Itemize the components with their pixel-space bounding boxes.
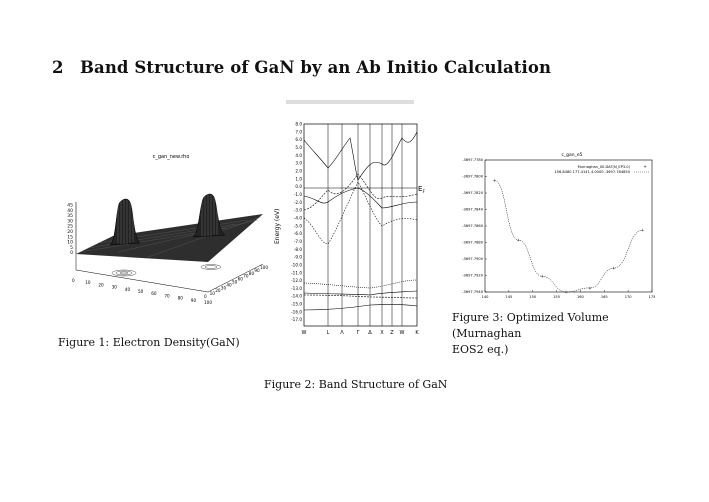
figure1-base-plane <box>76 214 263 262</box>
figure3-y-tick: -3697.7900 <box>462 257 483 262</box>
figure3-x-tick: 150 <box>529 295 537 299</box>
figure2-k-label: Λ <box>340 330 344 336</box>
figure1-y-tick: 10 <box>209 291 215 297</box>
figure1-x-tick: 50 <box>138 289 144 294</box>
figure2-y-tick: -7.0 <box>293 238 302 244</box>
figure1-x-tick: 0 <box>72 278 75 283</box>
figure1-z-tick: 45 <box>67 203 73 209</box>
figure2-k-label: W <box>399 330 405 336</box>
figure2-ylabel: Energy (eV) <box>274 208 281 244</box>
figure1-z-tick: 15 <box>67 235 73 241</box>
figure1-z-tick: 5 <box>70 245 73 251</box>
figure2-k-label: X <box>380 330 384 336</box>
figure2-y-tick: 5.0 <box>295 144 302 150</box>
figure1-y-tick: 80 <box>248 270 255 276</box>
figure1-z-ticks <box>67 203 73 257</box>
svg-text:156.8480 177.4141 4.0000 -3697: 156.8480 177.4141 4.0000 -3697.784850 <box>554 170 630 174</box>
figure3-y-tick: -3697.7820 <box>462 191 483 196</box>
figure2-y-tick: -11.0 <box>291 270 302 276</box>
figure3-plot-title: c_gan_e5 <box>561 153 583 158</box>
figure1-y-ticks <box>204 265 268 299</box>
figure1-caption-label: Figure 1: <box>58 336 110 349</box>
figure2-y-tick: -4.0 <box>293 215 302 221</box>
figure1-y-tick: 70 <box>243 273 249 279</box>
figure3-y-tick: -3697.7840 <box>462 207 483 212</box>
figure1-y-tick: 0 <box>204 294 207 299</box>
figure1-x-tick: 20 <box>98 282 104 288</box>
figure3-y-tick: -3697.7880 <box>462 240 483 245</box>
figure2-k-label: Δ <box>368 330 372 336</box>
figure2-k-label: K <box>415 330 419 336</box>
figure3-x-tick: 160 <box>576 295 584 299</box>
figure3-x-tick: 140 <box>481 295 489 299</box>
figure2-k-labels <box>302 330 420 336</box>
figure3-legend <box>554 164 650 174</box>
figure2-caption-text: Band Structure of GaN <box>318 378 448 391</box>
figure3-data-point: + <box>640 227 645 233</box>
figure2-y-tick: -13.0 <box>291 285 302 291</box>
figure1-peak-right <box>193 194 225 237</box>
figure2-y-tick: -12.0 <box>291 278 302 284</box>
figure2-k-label: W <box>301 330 307 336</box>
figure1-x-tick: 10 <box>85 280 91 286</box>
figure2-y-tick: 8.0 <box>295 121 302 127</box>
figure1-peak-left <box>110 199 140 245</box>
figure1-x-tick: 100 <box>204 300 212 305</box>
figure1-y-tick: 50 <box>232 279 238 285</box>
figure3-volume-plot <box>448 148 660 308</box>
figure2-y-tick: -2.0 <box>293 199 302 205</box>
figure1-contours <box>112 265 221 277</box>
section-number: 2 <box>52 58 64 77</box>
figure1-x-tick: 90 <box>190 297 197 303</box>
figure3-caption-line1: Optimized Volume (Murnaghan <box>452 311 609 340</box>
figure2-y-tick: 2.0 <box>295 168 302 174</box>
figure3-x-tick: 155 <box>553 295 561 299</box>
figure3-y-ticks <box>462 158 487 294</box>
figure1-y-tick: 30 <box>220 285 227 291</box>
figure2-k-label: Z <box>390 330 394 336</box>
figure2-y-tick: 3.0 <box>295 160 302 166</box>
figure2-y-tick: 4.0 <box>295 152 302 158</box>
figure2-y-tick: -9.0 <box>293 254 302 260</box>
figure1-y-tick: 90 <box>254 267 260 273</box>
figure1-x-tick: 80 <box>177 295 183 301</box>
figure1-z-tick: 20 <box>67 230 73 235</box>
figure2-y-tick: -1.0 <box>293 191 302 197</box>
figure2-y-tick: -17.0 <box>291 317 302 323</box>
figure3-y-tick: -3697.7800 <box>462 174 483 179</box>
svg-text:Murnaghan_00.DAT(N_EP3.0): Murnaghan_00.DAT(N_EP3.0) <box>577 165 630 169</box>
figure2-y-tick: 6.0 <box>295 137 302 143</box>
figure3-x-tick: 175 <box>648 295 656 299</box>
figure3-data-point: + <box>564 289 568 295</box>
figure2-y-tick: -8.0 <box>293 246 302 252</box>
figure1-z-tick: 30 <box>67 219 73 225</box>
figure1-z-tick: 35 <box>67 214 73 220</box>
figure3-fit-curve <box>495 181 643 295</box>
figure3-y-tick: -3697.7940 <box>462 290 483 295</box>
figure1-caption-text: Electron Density(GaN) <box>112 336 240 349</box>
figure3-data-point: + <box>588 285 592 291</box>
figure2-band-structure <box>270 98 432 340</box>
figure2-k-label: L <box>326 330 330 336</box>
figure2-y-ticks <box>291 122 302 323</box>
figure1-caption <box>58 335 240 351</box>
figure2-plot-frame <box>304 124 417 326</box>
figure1-x-tick: 70 <box>164 293 170 299</box>
section-heading <box>52 58 551 77</box>
figure2-caption-label: Figure 2: <box>264 378 316 391</box>
figure1-y-tick: 40 <box>226 282 232 288</box>
figure2-k-label: Γ <box>356 330 360 336</box>
band-lines <box>304 132 417 310</box>
figure2-y-tick: -14.0 <box>291 293 302 299</box>
figure3-y-tick: -3697.7860 <box>462 224 483 229</box>
figure1-x-tick: 40 <box>124 286 131 292</box>
figure1-z-tick: 10 <box>67 240 73 246</box>
figure2-y-tick: -10.0 <box>291 262 302 268</box>
figure1-plot-title: c_gan_new.rho <box>152 154 190 160</box>
section-title: Band Structure of GaN by an Ab Initio Calculation <box>80 58 552 77</box>
figure1-x-tick: 60 <box>151 291 157 297</box>
figure2-y-tick: 0.0 <box>295 184 302 190</box>
figure1-x-tick: 30 <box>111 284 117 290</box>
figure3-data-point: + <box>540 273 544 279</box>
figure2-y-tick: 7.0 <box>295 129 302 135</box>
figure1-z-tick: 25 <box>67 224 73 230</box>
figure1-z-tick: 40 <box>67 208 73 214</box>
figure3-x-tick: 165 <box>600 295 608 299</box>
figure2-y-tick: -3.0 <box>293 207 302 213</box>
figure3-x-ticks <box>482 290 656 299</box>
figure2-y-tick: -5.0 <box>293 223 302 229</box>
fermi-label: $E_F$ <box>418 185 426 195</box>
figure3-data-point: + <box>612 265 616 271</box>
figure1-x-ticks <box>72 278 212 305</box>
figure1-z-tick: 0 <box>70 251 73 257</box>
figure2-y-tick: 1.0 <box>295 176 302 182</box>
figure1-density-plot <box>58 142 273 312</box>
figure3-y-tick: -3697.7780 <box>462 158 483 163</box>
figure3-data-point: + <box>492 178 497 184</box>
figure3-caption-label: Figure 3: <box>452 311 504 324</box>
figure2-y-tick: -6.0 <box>293 231 302 237</box>
figure3-x-tick: 145 <box>505 295 513 299</box>
svg-text:+: + <box>643 164 647 169</box>
figure3-caption <box>452 310 672 358</box>
figure1-y-tick: 100 <box>260 265 268 270</box>
figure2-y-tick: -16.0 <box>291 309 302 315</box>
figure3-caption-line2: EOS2 eq.) <box>452 343 509 356</box>
figure2-y-tick: -15.0 <box>291 301 302 307</box>
figure2-caption <box>264 377 447 393</box>
figure1-y-tick: 60 <box>237 276 243 282</box>
figure1-y-tick: 20 <box>215 288 221 294</box>
figure3-data-point: + <box>516 237 521 243</box>
figure3-y-tick: -3697.7920 <box>462 273 483 278</box>
figure3-x-tick: 170 <box>624 295 632 299</box>
figure3-data-points <box>493 178 644 294</box>
